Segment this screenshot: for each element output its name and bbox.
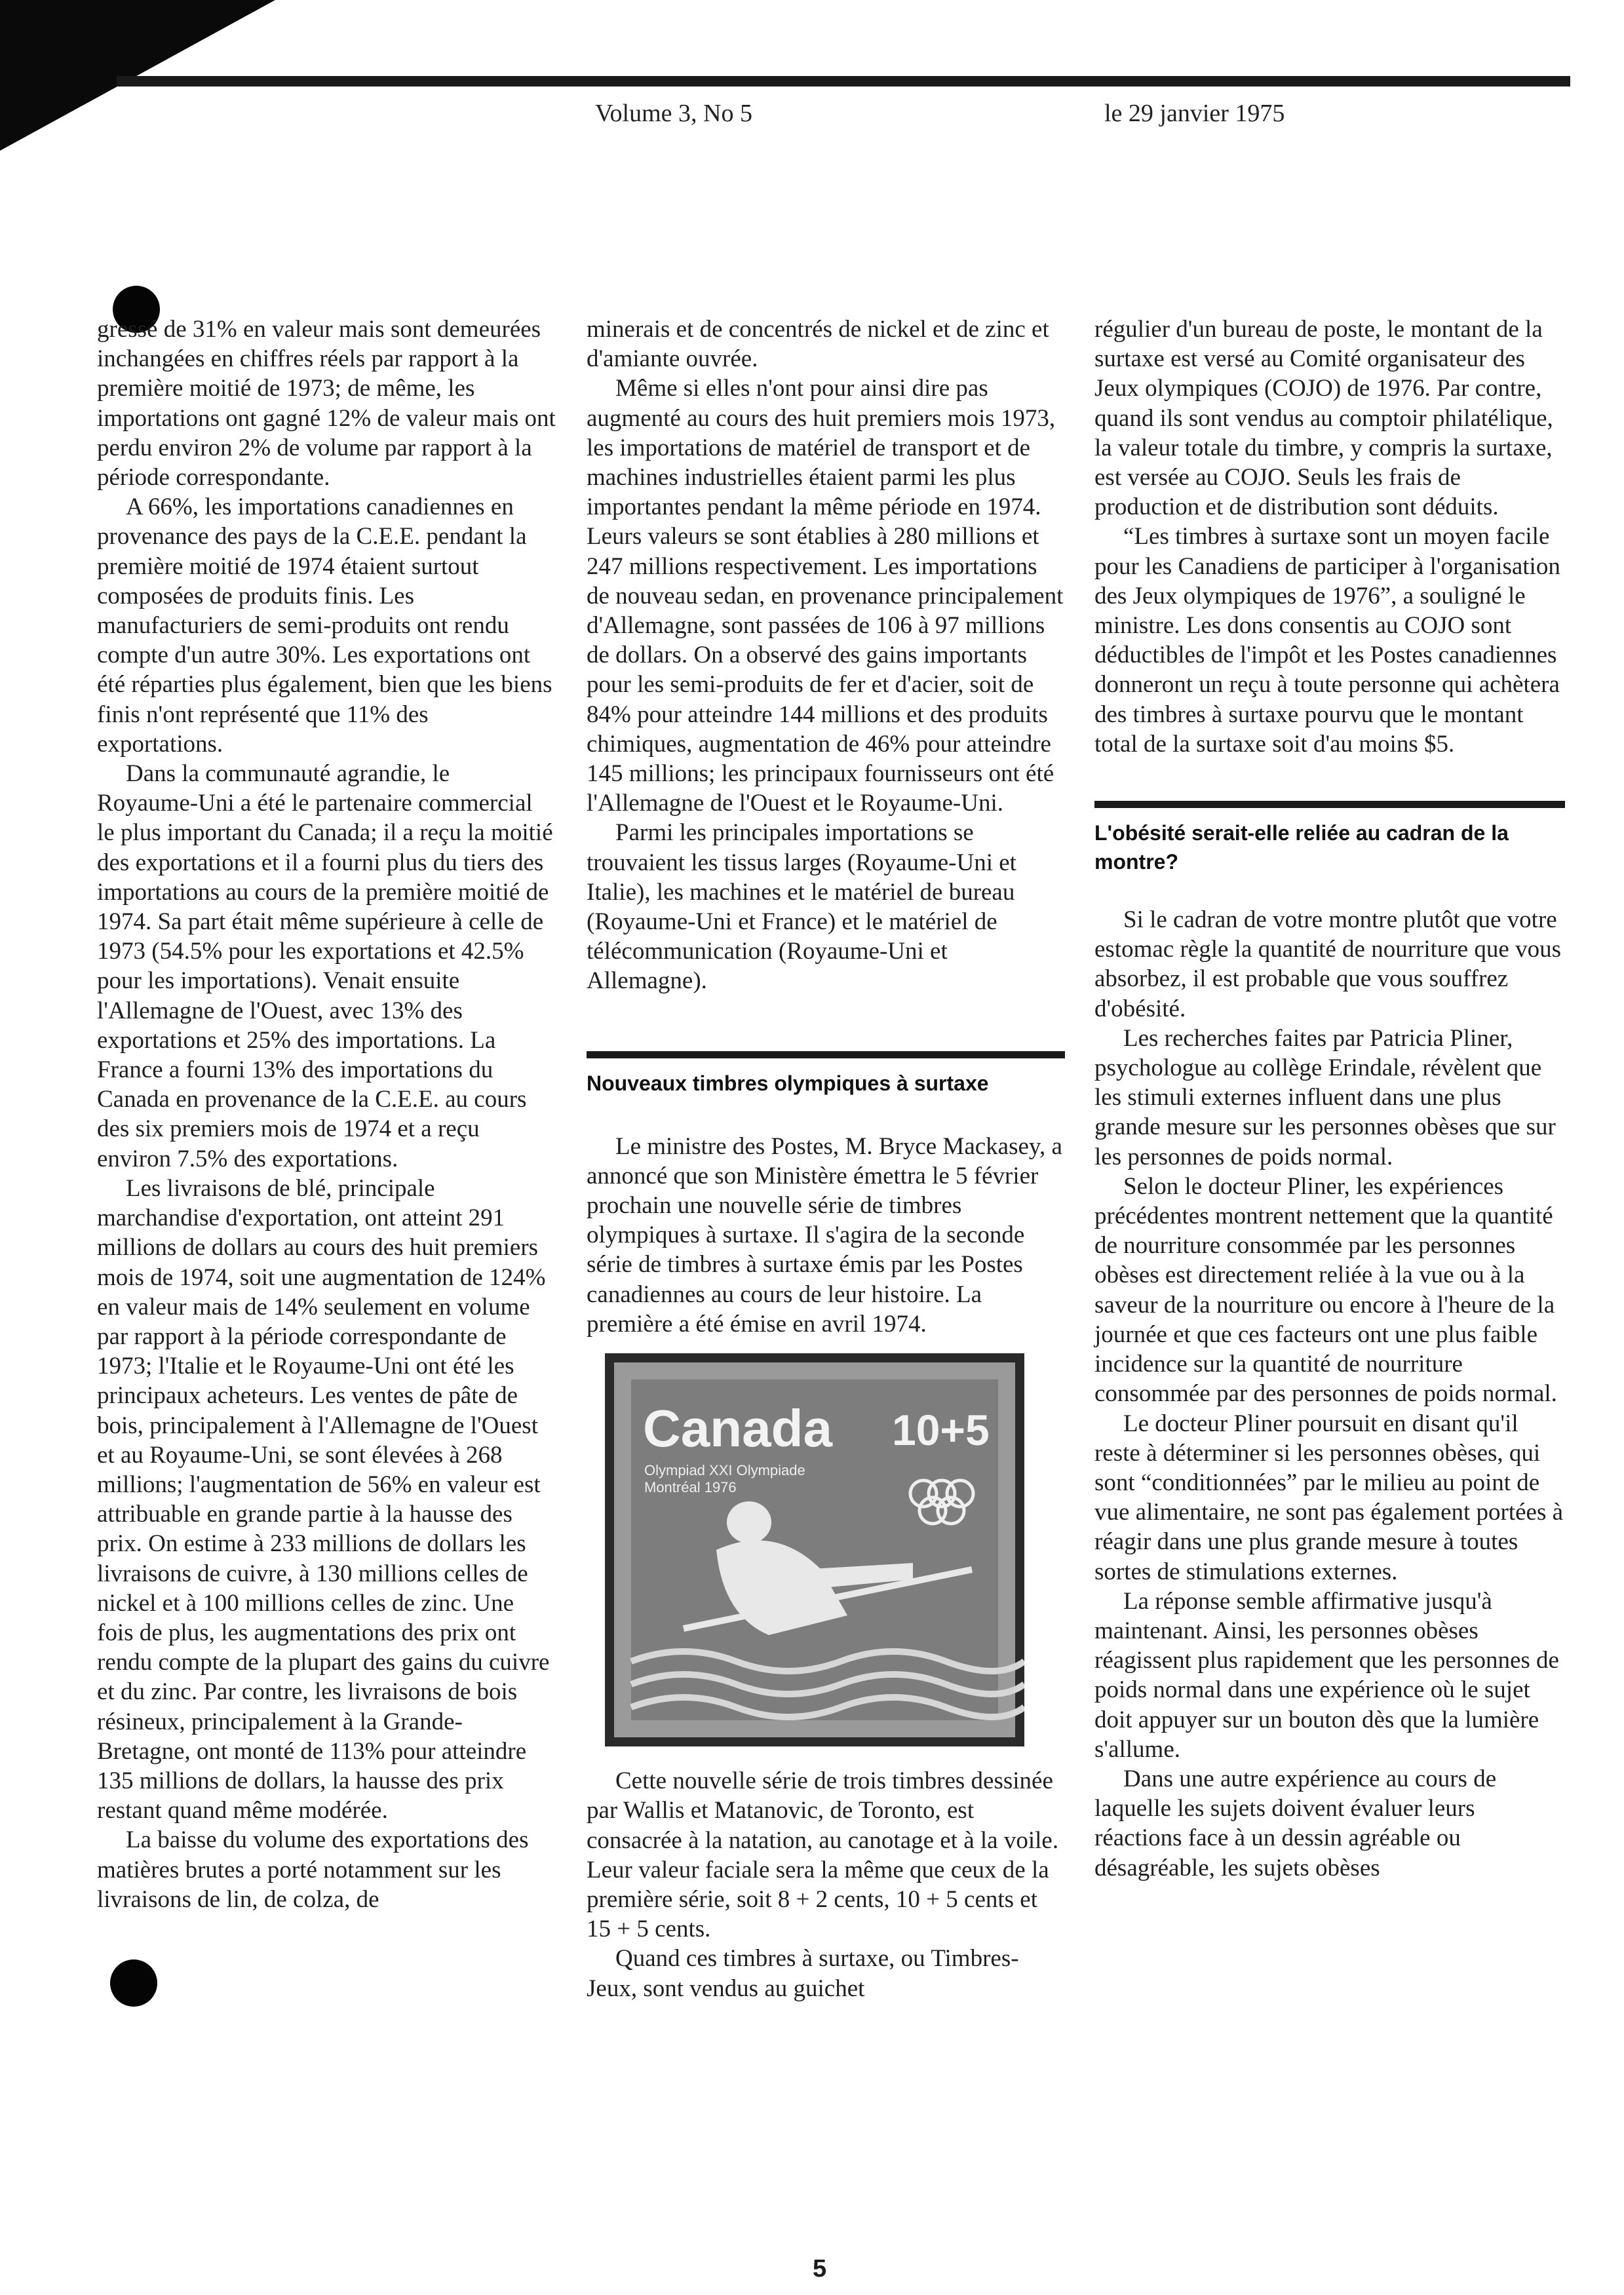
paragraph: Quand ces timbres à surtaxe, ou Timbres-Jeux, sont vendus au guichet (587, 1945, 1019, 2002)
paragraph: Le docteur Pliner poursuit en disant qu'il reste à déterminer si les personnes obèses, qui sont “conditionnées” par le milieu au point de vue alimentaire, ne sont pas également portées à réagir dans une plus grande mesure à toutes sortes de stimulations externes. (1094, 1410, 1564, 1585)
stamp-city: Montréal 1976 (644, 1479, 737, 1496)
paragraph: régulier d'un bureau de poste, le montant de la surtaxe est versé au Comité organisateur des Jeux olympiques (COJO) de 1976. Par contre, quand ils sont vendus au comptoir philatélique, la valeur totale du timbre, y compris la surtaxe, est versée au COJO. Seuls les frais de production et de distribution sont déduits. (1094, 316, 1553, 521)
paragraph: La réponse semble affirmative jusqu'à maintenant. Ainsi, les personnes obèses réagissent plus rapidement que les personnes de poids normal dans une expérience où le sujet doit appuyer sur un bouton dès que la lumière s'allume. (1094, 1587, 1559, 1763)
paragraph: Dans une autre expérience au cours de laquelle les sujets doivent évaluer leurs réactions face à un dessin agréable ou désagréable, les sujets obèses (1094, 1765, 1497, 1881)
section-rule (587, 1051, 1065, 1058)
page-number: 5 (813, 2255, 827, 2283)
paragraph: Selon le docteur Pliner, les expériences précédentes montrent nettement que la quantité de nourriture consommée par les personnes obèses est directement reliée à la vue ou à la saveur de la nourriture ou encore à l'heure de la journée et que ces facteurs ont une plus faible incidence sur la quantité de nourriture consommée par des personnes de poids normal. (1094, 1172, 1557, 1408)
stamp-olympiad: Olympiad XXI Olympiade (644, 1462, 805, 1479)
section-heading-stamps: Nouveaux timbres olympiques à surtaxe (587, 1071, 989, 1095)
paragraph: Les recherches faites par Patricia Pliner, psychologue au collège Erindale, révèlent que les stimuli externes influent dans une plus grande mesure sur les personnes obèses que sur les personnes de poids normal. (1094, 1024, 1556, 1170)
paragraph: Parmi les principales importations se trouvaient les tissus larges (Royaume-Uni et Italie), les machines et le matériel de bureau (Royaume-Uni et France) et le matériel de télécommunication (Royaume-Uni et Allemagne). (587, 819, 1016, 995)
column-1 (97, 315, 556, 1914)
paragraph: gressé de 31% en valeur mais sont demeurées inchangées en chiffres réels par rapport à la première moitié de 1973; de même, les importations ont gagné 12% de valeur mais ont perdu environ 2% de volume par rapport à la période correspondante. (97, 316, 556, 492)
paragraph: Les livraisons de blé, principale marchandise d'exportation, ont atteint 291 millions de dollars au cours des huit premiers mois de 1974, soit une augmentation de 124% en valeur mais de 14% seulement en volume par rapport à la période correspondante de 1973; l'Italie et le Royaume-Uni ont été les principaux acheteurs. Les ventes de pâte de bois, principalement à l'Allemagne de l'Ouest et au Royaume-Uni, se sont élevées à 268 millions; l'augmentation de 56% en valeur est attribuable en grande partie à la hausse des prix. On estime à 233 millions de dollars les livraisons de cuivre, à 130 millions celles de nickel et à 100 millions celles de zinc. Une fois de plus, les augmentations des prix ont rendu compte de la plupart des gains du cuivre et du zinc. Par contre, les livraisons de bois résineux, principalement à la Grande-Bretagne, ont monté de 113% pour atteindre 135 millions de dollars, la hausse des prix restant quand même modérée. (97, 1174, 550, 1824)
column-3 (1094, 315, 1565, 1883)
paragraph: Le ministre des Postes, M. Bryce Mackasey, a annoncé que son Ministère émettra le 5 février prochain une nouvelle série de timbres olympiques à surtaxe. Il s'agira de la seconde série de timbres à surtaxe émis par les Postes canadiennes au cours de leur histoire. La première a été émise en avril 1974. (587, 1132, 1062, 1338)
paragraph: Cette nouvelle série de trois timbres dessinée par Wallis et Matanovic, de Toronto, est consacrée à la natation, au canotage et à la voile. Leur valeur faciale sera la même que ceux de la première série, soit 8 + 2 cents, 10 + 5 cents et 15 + 5 cents. (587, 1767, 1059, 1943)
issue-volume: Volume 3, No 5 (595, 100, 752, 127)
paragraph: Dans la communauté agrandie, le Royaume-Uni a été le partenaire commercial le plus important du Canada; il a reçu la moitié des exportations et il a fourni plus du tiers des importations au cours de la première moitié de 1974. Sa part était même supérieure à celle de 1973 (54.5% pour les exportations et 42.5% pour les importations). Venait ensuite l'Allemagne de l'Ouest, avec 13% des exportations et 25% des importations. La France a fourni 13% des importations du Canada en provenance de la C.E.E. au cours des six premiers mois de 1974 et a reçu environ 7.5% des exportations. (97, 760, 553, 1172)
issue-date: le 29 janvier 1975 (1104, 100, 1285, 127)
olympic-stamp-image (605, 1353, 1024, 1746)
section-rule (1094, 801, 1565, 808)
binder-hole-bottom (110, 1959, 157, 2007)
paragraph: minerais et de concentrés de nickel et de zinc et d'amiante ouvrée. (587, 316, 1049, 373)
paragraph: Même si elles n'ont pour ainsi dire pas augmenté au cours des huit premiers mois 1973, les importations de matériel de transport et de machines industrielles étaient parmi les plus importantes pendant la même période en 1974. Leurs valeurs se sont établies à 280 millions et 247 millions respectivement. Les importations de nouveau sedan, en provenance principalement d'Allemagne, sont passées de 106 à 97 millions de dollars. On a observé des gains importants pour les semi-produits de fer et d'acier, soit de 84% pour atteindre 144 millions et des produits chimiques, augmentation de 46% pour atteindre 145 millions; les principaux fournisseurs ont été l'Allemagne de l'Ouest et le Royaume-Uni. (587, 375, 1064, 817)
column-2 (587, 315, 1065, 2003)
stamp-country: Canada (643, 1399, 832, 1458)
stamp-value: 10+5 (892, 1406, 990, 1455)
section-heading-obesity: L'obésité serait-elle reliée au cadran de la montre? (1094, 821, 1509, 874)
paragraph: A 66%, les importations canadiennes en provenance des pays de la C.E.E. pendant la première moitié de 1974 étaient surtout composées de produits finis. Les manufacturiers de semi-produits ont rendu compte d'un autre 30%. Les exportations ont été réparties plus également, bien que les biens finis n'ont représenté que 11% des exportations. (97, 493, 552, 758)
paragraph: Si le cadran de votre montre plutôt que votre estomac règle la quantité de nourriture que vous absorbez, il est probable que vous souffrez d'obésité. (1094, 906, 1561, 1022)
paragraph: La baisse du volume des exportations des matières brutes a porté notamment sur les livraisons de lin, de colza, de (97, 1826, 529, 1913)
scan-corner-mark (0, 0, 275, 151)
paragraph: “Les timbres à surtaxe sont un moyen facile pour les Canadiens de participer à l'organisation des Jeux olympiques de 1976”, a souligné le ministre. Les dons consentis au COJO sont déductibles de l'impôt et les Postes canadiennes donneront un reçu à toute personne qui achètera des timbres à surtaxe pourvu que le montant total de la surtaxe soit d'au moins $5. (1094, 523, 1560, 758)
header-rule (117, 76, 1570, 87)
